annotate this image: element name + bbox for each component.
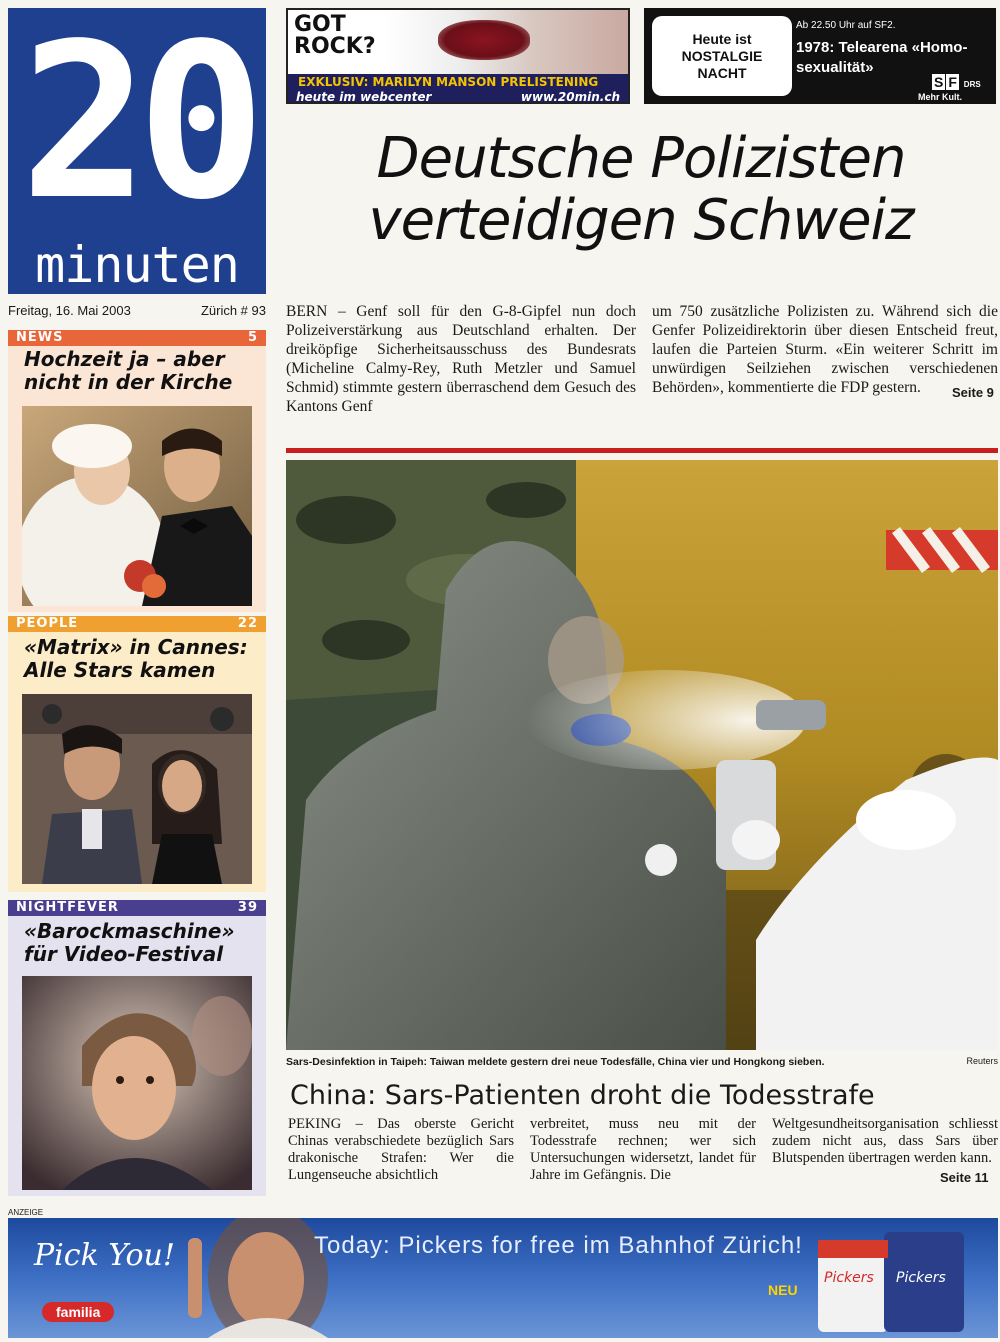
promo-webcenter: heute im webcenter [296, 90, 432, 104]
nightfever-page: 39 [237, 900, 258, 915]
headline-line2: verteidigen Schweiz [368, 188, 914, 253]
logo-word: minuten [35, 236, 239, 294]
dateline [8, 303, 266, 318]
issue-edition: Zürich # 93 [200, 303, 266, 318]
promo-bar [288, 90, 628, 104]
lead-column-2-text: um 750 zusätzliche Polizisten zu. Während sich die Genfer Polizeidirektorin über diesen Entscheid freut, laufen die Parteien Sturm. «Ein weiterer Schritt im unwürdigen Seilziehen zwischen verschiedenen Behörden», kommentierte die FDP gestern. [652, 303, 998, 396]
photo-caption-row [286, 1056, 998, 1068]
news-label: NEWS [16, 330, 64, 345]
sf-letter-f: F [948, 74, 957, 90]
ad-brand: familia [42, 1302, 114, 1322]
photo-caption: Sars-Desinfektion in Taipeh: Taiwan meldete gestern drei neue Todesfälle, China vier und Hongkong sieben. [286, 1056, 825, 1068]
nostalgie-title: 1978: Telearena «Homo-sexualität» [796, 39, 968, 76]
news-header [8, 330, 266, 346]
wedding-photo [22, 406, 252, 606]
people-title: «Matrix» in Cannes: Alle Stars kamen [24, 635, 248, 682]
china-column-3: Weltgesundheitsorganisation schliesst zudem nicht aus, dass Sars über Blutspenden übertragen werden kann. [772, 1116, 998, 1166]
ad-slogan: Pick You! [34, 1238, 175, 1273]
people-header [8, 616, 266, 632]
people-teaser[interactable] [8, 616, 266, 892]
ad-text: Today: Pickers for free im Bahnhof Zürich! [314, 1232, 803, 1259]
ad-cup1: Pickers [824, 1270, 874, 1286]
issue-date: Freitag, 16. Mai 2003 [8, 303, 131, 318]
news-teaser[interactable] [8, 330, 266, 612]
webcenter-promo[interactable] [286, 8, 630, 104]
barock-photo [22, 976, 252, 1190]
ad-label: ANZEIGE [8, 1208, 44, 1217]
nightfever-label: NIGHTFEVER [16, 900, 119, 915]
ad-neu: NEU [768, 1282, 798, 1298]
lead-column-1: BERN – Genf soll für den G-8-Gipfel nun doch Polizeiverstärkung aus Deutschland erhalten. Der dreiköpfige Sicherheitsausschuss des Bundesrats (Micheline Calmy-Rey, Ruth Metzler und Samuel Schmid) stimmte gestern überraschend dem Gesuch des Kantons Genf [286, 303, 636, 415]
promo-got-rock: GOT ROCK? [294, 12, 376, 59]
china-column-2: verbreitet, muss neu mit der Todesstrafe rechnen; wer sich Untersuchungen widersetzt, landet für Jahre im Gefängnis. Die [530, 1116, 756, 1183]
cannes-photo [22, 694, 252, 884]
main-photo[interactable] [286, 460, 998, 1050]
promo-mouth-image [438, 20, 530, 60]
promo-url[interactable]: www.20min.ch [520, 90, 620, 104]
nostalgie-line1: Heute ist [692, 30, 752, 47]
sf-logo [932, 74, 981, 90]
china-page-ref[interactable]: Seite 11 [940, 1170, 989, 1185]
nostalgie-line3: NACHT [697, 64, 747, 81]
nightfever-teaser[interactable] [8, 900, 266, 1196]
main-headline[interactable] [286, 128, 996, 252]
promo-exklusiv: EXKLUSIV: MARILYN MANSON PRELISTENING [288, 74, 628, 90]
nightfever-header [8, 900, 266, 916]
china-headline[interactable]: China: Sars-Patienten droht die Todesstrafe [290, 1080, 875, 1111]
people-page: 22 [237, 616, 258, 631]
china-column-1: PEKING – Das oberste Gericht Chinas verabschiedete bezüglich Sars drakonische Strafen: Wer die Lungenseuche absichtlich [288, 1116, 514, 1183]
photo-credit: Reuters [966, 1056, 998, 1066]
lead-page-ref[interactable]: Seite 9 [952, 385, 994, 400]
lead-column-2 [652, 302, 998, 397]
logo-digits: 20 [20, 0, 254, 247]
masthead-logo [8, 0, 266, 294]
ad-cup2: Pickers [896, 1270, 946, 1286]
nightfever-title: «Barockmaschine» für Video-Festival [24, 919, 235, 966]
news-page: 5 [247, 330, 258, 345]
red-rule [286, 448, 998, 453]
people-label: PEOPLE [16, 616, 79, 631]
sf-tagline: Mehr Kult. [918, 92, 962, 102]
nostalgie-badge [652, 16, 792, 96]
nostalgie-time: Ab 22.50 Uhr auf SF2. [796, 20, 896, 31]
headline-line1: Deutsche Polizisten [376, 126, 906, 191]
news-title: Hochzeit ja – aber nicht in der Kirche [24, 347, 233, 394]
pickers-ad[interactable] [8, 1218, 998, 1338]
sf-drs: DRS [963, 80, 981, 89]
sf-letter-s: S [934, 74, 944, 90]
nostalgie-line2: NOSTALGIE [681, 47, 763, 64]
nostalgie-promo [644, 8, 996, 104]
